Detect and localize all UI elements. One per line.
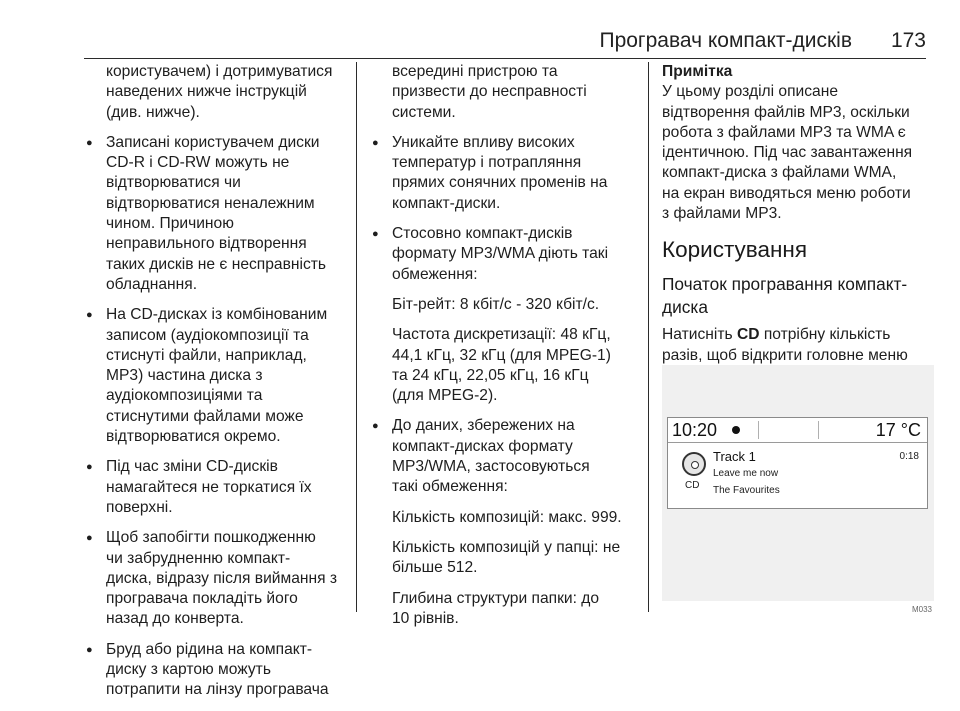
text-line: ● На CD-дисках із комбінованим	[106, 306, 328, 324]
temperature: 17 °C	[875, 420, 921, 440]
text-line: відтворення файлів MP3, оскільки	[662, 103, 910, 121]
text-line: робота з файлами MP3 та WMA є	[662, 123, 906, 141]
source-label: CD	[685, 480, 700, 491]
text-line: разів, щоб відкрити головне меню	[662, 346, 908, 364]
text-line: CD-R і CD-RW можуть не	[106, 154, 290, 172]
text-line: Кількість композицій: макс. 999.	[392, 508, 622, 526]
text-line: чи забрудненню компакт-	[106, 549, 291, 567]
text-line: (див. нижче).	[106, 103, 200, 121]
text-line: ідентичною. Під час завантаження	[662, 144, 913, 162]
col1-intro	[84, 62, 346, 123]
text-line: відтворюватися окремо.	[106, 428, 281, 446]
text-line: Біт-рейт: 8 кбіт/с - 320 кбіт/с.	[392, 295, 600, 313]
text-line: ● Під час зміни CD-дисків	[106, 458, 278, 476]
bullet-heat-sun	[370, 133, 638, 214]
text-line: ● Записані користувачем диски	[106, 133, 320, 151]
text-line: компакт-диска з файлами WMA,	[662, 164, 897, 182]
status-separator	[818, 421, 819, 439]
text-line: Глибина структури папки: до	[392, 589, 600, 607]
status-bar	[668, 418, 927, 443]
text-line: температур і потрапляння	[392, 154, 582, 172]
text-line: чином. Причиною	[106, 215, 234, 233]
text-line: Початок програвання компакт-	[662, 274, 908, 295]
text-line: формату MP3/WMA діють такі	[392, 245, 609, 263]
column-1	[84, 62, 346, 711]
bullet-prevent-damage	[84, 528, 346, 629]
folder-depth-spec	[370, 589, 638, 630]
text-line: потрапити на лінзу програвача	[106, 681, 329, 699]
text-line: MP3/WMA, застосовуються	[392, 458, 590, 476]
bitrate-spec	[370, 295, 638, 315]
text-line: на екран виводяться меню роботи	[662, 184, 911, 202]
bullet-cdr-cdrw	[84, 133, 346, 295]
text-line: диску з картою можуть	[106, 661, 271, 679]
bullet-dirt-liquid	[84, 640, 346, 701]
column-divider-2	[648, 62, 649, 612]
track-album: The Favourites	[713, 485, 780, 496]
text-line: диска	[662, 297, 708, 318]
elapsed-time: 0:18	[899, 451, 919, 462]
page-header	[0, 0, 960, 62]
bullet-mp3-restrictions	[370, 224, 638, 285]
text-line	[662, 325, 932, 345]
sampling-spec	[370, 325, 638, 406]
text-line: компакт-дисках формату	[392, 437, 573, 455]
display-illustration	[662, 365, 934, 625]
header-divider	[84, 58, 926, 59]
text-line: ● До даних, збережених на	[392, 417, 575, 435]
bullet-changing-cds	[84, 457, 346, 518]
text-line: поверхні.	[106, 498, 173, 516]
section-heading: Користування	[662, 237, 808, 263]
text-line: ● Бруд або рідина на компакт-	[106, 640, 313, 658]
text-line: стиснуті файли, наприклад,	[106, 346, 307, 364]
tracks-total-spec	[370, 508, 638, 528]
text-line: обладнання.	[106, 275, 198, 293]
text-fragment: Натисніть	[662, 326, 733, 344]
text-line: системи.	[392, 103, 456, 121]
text-line: ● Уникайте впливу високих	[392, 133, 575, 151]
text-line: користувачем) і дотримуватися	[106, 63, 333, 80]
text-line: призвести до несправності	[392, 83, 587, 101]
text-line: 44,1 кГц, 32 кГц (для MPEG-1)	[392, 346, 611, 364]
note-block	[662, 62, 932, 224]
text-line: неправильного відтворення	[106, 235, 307, 253]
text-line: з файлами MP3.	[662, 205, 782, 223]
text-line: відтворюватися неналежним	[106, 194, 315, 212]
text-line: 10 рівнів.	[392, 609, 459, 627]
text-line: програвача покладіть його	[106, 590, 298, 608]
figure-code: M033	[911, 605, 932, 614]
text-line: та 24 кГц, 22,05 кГц, 16 кГц	[392, 366, 589, 384]
track-title: Track 1	[713, 449, 756, 464]
chapter-title: Програвач компакт-дисків	[599, 29, 852, 52]
text-line: ● Стосовно компакт-дисків	[392, 225, 573, 243]
text-line: назад до конверта.	[106, 610, 244, 628]
text-line: відтворюватися чи	[106, 174, 241, 192]
text-line: диска, відразу після виймання з	[106, 569, 338, 587]
text-line: записом (аудіокомпозиції та	[106, 326, 309, 344]
track-artist: Leave me now	[713, 468, 779, 479]
clock: 10:20	[672, 420, 718, 440]
text-line: стиснутими файлами може	[106, 407, 304, 425]
text-line: У цьому розділі описане	[662, 83, 839, 101]
text-line: більше 512.	[392, 559, 478, 577]
column-2	[370, 62, 638, 639]
subsection-heading	[662, 273, 932, 319]
text-fragment: потрібну кількість	[763, 326, 891, 344]
note-title: Примітка	[662, 63, 733, 80]
text-line: Кількість композицій у папці: не	[392, 538, 621, 556]
text-line: такі обмеження:	[392, 478, 508, 496]
column-3	[662, 62, 932, 396]
bullet-mixed-mode	[84, 305, 346, 447]
text-line: Частота дискретизації: 48 кГц,	[392, 326, 611, 344]
text-line: таких дисків не є несправність	[106, 255, 327, 273]
column-divider-1	[356, 62, 357, 612]
text-line: обмеження:	[392, 265, 478, 283]
text-line: наведених нижче інструкцій	[106, 83, 307, 101]
status-dot-icon	[732, 426, 740, 434]
text-line: всередині пристрою та	[392, 63, 558, 80]
text-line: ● Щоб запобігти пошкодженню	[106, 529, 316, 547]
text-line: аудіокомпозиціями та	[106, 387, 263, 405]
col2-intro	[370, 62, 638, 123]
text-line: (для MPEG-2).	[392, 387, 498, 405]
cd-disc-icon	[682, 452, 706, 476]
bullet-data-restrictions	[370, 416, 638, 497]
radio-display	[667, 417, 928, 509]
status-separator	[758, 421, 759, 439]
text-line: намагайтеся не торкатися їх	[106, 478, 312, 496]
page-number: 173	[890, 29, 926, 52]
text-line: MP3) частина диска з	[106, 367, 263, 385]
tracks-folder-spec	[370, 538, 638, 579]
text-line: компакт-диски.	[392, 194, 501, 212]
text-line: прямих сонячних променів на	[392, 174, 608, 192]
cd-button-reference: CD	[736, 326, 760, 344]
